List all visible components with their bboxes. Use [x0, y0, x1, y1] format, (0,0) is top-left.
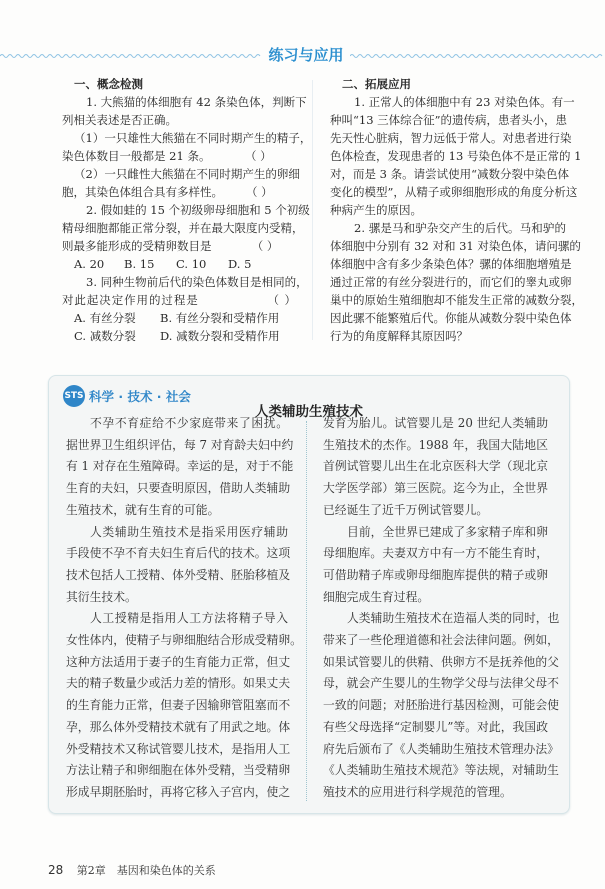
text-line: 体细胞中分别有 32 对和 31 对染色体，请问骡的 — [330, 239, 581, 253]
wave-divider-left — [0, 52, 262, 60]
text-line: 母细胞库。夫妻双方中有一方不能生育时， — [323, 546, 548, 561]
option: B. 15 — [124, 257, 155, 271]
text-line: 孕，那么体外受精技术就有了用武之地。体 — [66, 719, 291, 734]
text-line: 府先后颁布了《人类辅助生殖技术管理办法》 — [323, 741, 559, 756]
text-line: 一致的问题；对胚胎进行基因检测，可能会使 — [323, 698, 559, 713]
option: C. 减数分裂 — [74, 329, 136, 343]
text-line: （1）一只雄性大熊猫在不同时期产生的精子， — [74, 131, 312, 145]
option: B. 有丝分裂和受精作用 — [160, 311, 280, 325]
text-line: 胞，其染色体组合具有多样性。 （ ） — [62, 185, 273, 199]
sts-label: 科学 · 技术 · 社会 — [89, 389, 191, 404]
text-line: 《人类辅助生殖技术规范》等法规，对辅助生 — [323, 763, 559, 778]
text-line: 1. 正常人的体细胞中有 23 对染色体。有一 — [354, 95, 575, 109]
q2-options — [62, 255, 296, 273]
concept-check-questions — [62, 93, 312, 255]
text-line: 方法让精子和卵细胞在体外受精，当受精卵 — [66, 763, 291, 778]
chapter-title: 第2章 基因和染色体的关系 — [76, 864, 216, 877]
text-line: 种叫“13 三体综合征”的遗传病，患者头小，患 — [330, 113, 568, 127]
text-line: 殖技术的应用进行科学规范的管理。 — [323, 784, 512, 799]
text-line: 变化的模型”，从精子或卵细胞形成的角度分析这 — [330, 185, 578, 199]
text-line: 夫的精子数量少或活力差的情形。如果丈夫 — [66, 676, 291, 691]
q3-options-row — [62, 327, 296, 345]
extended-application-heading: 二、拓展应用 — [342, 77, 411, 91]
text-line: 有 1 对存在生殖障碍。幸运的是，对于不能 — [66, 459, 294, 474]
text-line: 列相关表述是否正确。 — [62, 113, 177, 127]
text-line: 人工授精是指用人工方法将精子导入 — [90, 611, 288, 626]
text-line: 通过正常的有丝分裂进行的，而它们的睾丸或卵 — [330, 275, 572, 289]
text-line: 因此骡不能繁殖后代。你能从减数分裂中染色体 — [330, 311, 572, 325]
text-line: 女性体内，使精子与卵细胞结合形成受精卵。 — [66, 633, 302, 648]
text-line: 色体检查，发现患者的 13 号染色体不是正常的 1 — [330, 149, 582, 163]
text-line: 体细胞中含有多少条染色体？骡的体细胞增殖是 — [330, 257, 572, 271]
text-line: 发育为胎儿。试管婴儿是 20 世纪人类辅助 — [323, 416, 548, 430]
text-line: 2. 骡是马和驴杂交产生的后代。马和驴的 — [354, 221, 566, 235]
text-line: 目前，全世界已建成了多家精子库和卵 — [347, 524, 548, 539]
page-footer — [48, 862, 216, 878]
text-line: 生育的夫妇，只要查明原因，借助人类辅助 — [66, 481, 291, 496]
text-line: 生殖技术，就有生育的可能。 — [66, 502, 220, 517]
text-line: 外受精技术又称试管婴儿技术，是指用人工 — [66, 741, 291, 756]
text-line: 生殖技术的杰作。1988 年，我国大陆地区 — [323, 437, 548, 452]
text-line: 对此起决定作用的过程是 （ ） — [62, 293, 296, 307]
text-line: 这种方法适用于妻子的生育能力正常，但丈 — [66, 654, 291, 669]
q3-options-row — [62, 309, 296, 327]
text-line: 种病产生的原因。 — [330, 203, 422, 217]
article-column-left — [66, 413, 302, 804]
article-column-divider — [306, 421, 307, 801]
article-title: 人类辅助生殖技术 — [255, 404, 363, 420]
wave-divider-right — [350, 52, 605, 60]
column-divider — [312, 80, 313, 340]
option: A. 20 — [74, 257, 105, 271]
text-line: 则最多能形成的受精卵数目是 （ ） — [62, 239, 279, 253]
text-line: 母，就会产生婴儿的生物学父母与法律父母不 — [323, 676, 559, 691]
text-line: 对，而是 3 条。请尝试使用“减数分裂中染色体 — [330, 167, 570, 181]
text-line: 已经诞生了近千万例试管婴儿。 — [323, 502, 489, 517]
text-line: 其衍生技术。 — [66, 589, 137, 604]
text-line: 如果试管婴儿的供精、供卵方不是抚养他的父 — [323, 654, 559, 669]
text-line: 先天性心脏病，智力远低于常人。对患者进行染 — [330, 131, 572, 145]
text-line: 带来了一些伦理道德和社会法律问题。例如， — [323, 633, 559, 648]
text-line: 有些父母选择“定制婴儿”等。对此，我国政 — [323, 719, 548, 734]
concept-check-heading: 一、概念检测 — [74, 77, 143, 91]
concept-check-column — [62, 75, 312, 345]
text-line: 2. 假如蛙的 15 个初级卵母细胞和 5 个初级 — [86, 203, 310, 217]
article-column-right — [323, 413, 560, 804]
text-line: 大学医学部）第三医院。迄今为止，全世界 — [323, 481, 548, 496]
text-line: 不孕不育症给不少家庭带来了困扰。 — [90, 416, 288, 430]
text-line: 形成早期胚胎时，再将它移入子宫内，使之 — [66, 784, 291, 799]
option: D. 5 — [228, 257, 252, 271]
section-title: 练习与应用 — [268, 46, 344, 64]
option: A. 有丝分裂 — [74, 311, 136, 325]
text-line: 手段使不孕不育夫妇生育后代的技术。这项 — [66, 546, 291, 561]
page-number: 28 — [48, 863, 64, 877]
text-line: 的生育能力正常，但妻子因输卵管阻塞而不 — [66, 698, 291, 713]
extended-application-column — [330, 75, 583, 345]
sts-logo-icon: STS — [63, 385, 85, 407]
option: D. 减数分裂和受精作用 — [160, 329, 280, 343]
text-line: 可借助精子库或卵母细胞库提供的精子或卵 — [323, 567, 548, 582]
sts-feature-box — [48, 375, 570, 814]
text-line: 3. 同种生物前后代的染色体数目是相同的， — [86, 275, 308, 289]
text-line: 染色体数目一般都是 21 条。 （ ） — [62, 149, 272, 163]
text-line: 据世界卫生组织评估，每 7 对育龄夫妇中约 — [66, 437, 294, 452]
text-line: 人类辅助生殖技术是指采用医疗辅助 — [90, 524, 288, 539]
option: C. 10 — [176, 257, 207, 271]
text-line: 1. 大熊猫的体细胞有 42 条染色体，判断下 — [86, 95, 307, 109]
text-line: 技术包括人工授精、体外受精、胚胎移植及 — [66, 567, 291, 582]
text-line: 细胞完成生育过程。 — [323, 589, 430, 604]
text-line: 精母细胞都能正常分裂，并在最大限度内受精， — [62, 221, 304, 235]
text-line: （2）一只雌性大熊猫在不同时期产生的卵细 — [74, 167, 300, 181]
text-line: 首例试管婴儿出生在北京医科大学（现北京 — [323, 459, 548, 474]
text-line: 行为的角度解释其原因吗？ — [330, 329, 468, 343]
text-line: 巢中的原始生殖细胞却不能发生正常的减数分裂， — [330, 293, 583, 307]
text-line: 人类辅助生殖技术在造福人类的同时，也 — [347, 611, 560, 626]
extended-application-questions — [330, 93, 583, 345]
